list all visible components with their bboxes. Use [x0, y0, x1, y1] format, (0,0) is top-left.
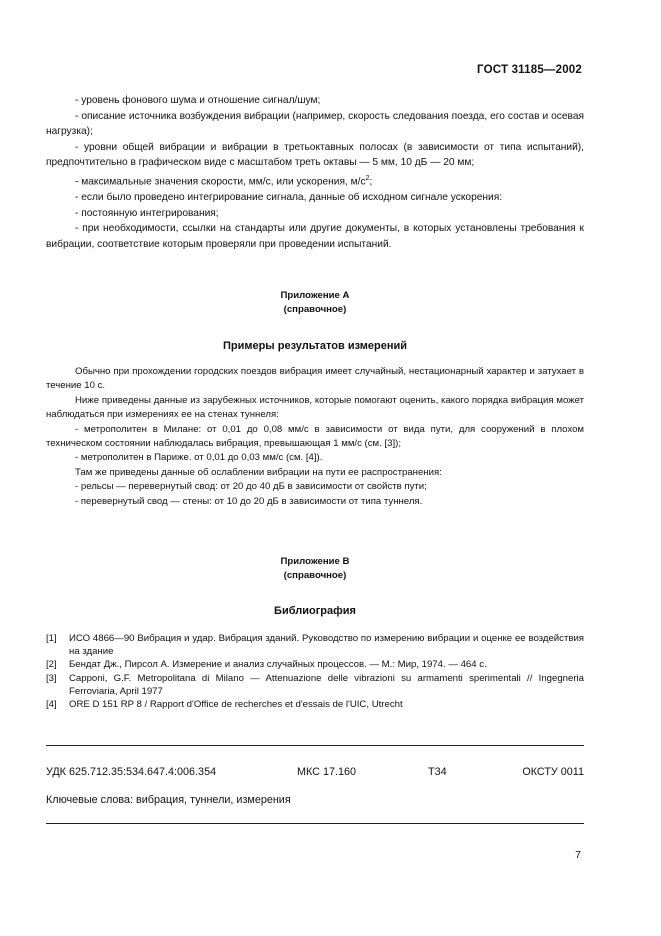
list-item: - уровень фонового шума и отношение сигнал/шум; — [75, 95, 321, 106]
divider — [46, 823, 584, 824]
divider — [46, 745, 584, 746]
appendix-a-title: Примеры результатов измерений — [222, 340, 408, 352]
list-item: - если было проведено интегрирование сигнала, данные об исходном сигнале ускорения: — [75, 191, 503, 203]
paragraph: Ниже приведены данные из зарубежных источников, которые помогают оценить, какого порядка вибрация может наблюдаться при измерениях ее на стенах туннеля: — [46, 394, 584, 421]
list-item: - метрополитен в Париже. от 0,01 до 0,03 мм/с (см. [4]). — [75, 452, 323, 464]
superscript: 2 — [365, 174, 370, 182]
report-requirements-list — [46, 93, 584, 252]
appendix-b-note: (справочное) — [283, 570, 347, 582]
list-item-text: - максимальные значения скорости, мм/с, или ускорения, м/с — [75, 176, 366, 188]
appendix-b-label: Приложение В — [280, 556, 350, 567]
list-item: - при необходимости, ссылки на стандарты или другие документы, в которых установлены требования к вибрации, соответствие которым проверяли при проведении испытаний. — [46, 223, 584, 250]
entry-number: [3] — [46, 672, 57, 684]
okstu-code: ОКСТУ 0011 — [522, 766, 584, 778]
bibliography-entry — [46, 698, 584, 711]
mks-code: МКС 17.160 — [297, 766, 356, 778]
list-item: - рельсы — перевернутый свод: от 20 до 40 дБ в зависимости от свойств пути; — [75, 481, 427, 493]
list-item: - постоянную интегрирования; — [75, 207, 219, 219]
appendix-a-body — [46, 365, 584, 509]
paragraph: Там же приведены данные об ослаблении вибрации на пути ее распространения: — [75, 466, 442, 478]
bibliography-entry — [46, 672, 584, 698]
appendix-a-note: (справочное) — [283, 304, 347, 316]
list-item: - описание источника возбуждения вибрации (например, скорость следования поезда, его состав и осевая нагрузка); — [46, 110, 584, 138]
entry-text: ORE D 151 RP 8 / Rapport d'Office de recherches et d'essais de l'UIC, Utrecht — [69, 699, 403, 711]
appendix-a-label: Приложение А — [280, 290, 350, 301]
bibliography-list — [46, 632, 584, 711]
entry-number: [4] — [46, 699, 57, 711]
list-item: - уровни общей вибрации и вибрации в третьоктавных полосах (в зависимости от типа испытаний), предпочтительно в графическом виде с масштабом треть октавы — 5 мм, 10 дБ — 20 мм; — [46, 141, 584, 169]
appendix-b-heading — [46, 555, 584, 584]
entry-number: [1] — [46, 633, 57, 644]
classification-row — [46, 766, 584, 778]
entry-text: ИСО 4866—90 Вибрация и удар. Вибрация зданий. Руководство по измерению вибрации и оценке ее воздействия на здание — [69, 633, 584, 658]
standard-code: ГОСТ 31185—2002 — [477, 64, 582, 76]
udk-code: УДК 625.712.35:534.647.4:006.354 — [46, 766, 217, 778]
paragraph: Обычно при прохождении городских поездов вибрация имеет случайный, нестационарный характер и затухает в течение 10 с. — [46, 366, 584, 392]
bibliography-entry — [46, 658, 584, 671]
list-item: - метрополитен в Милане: от 0,01 до 0,08 мм/с в зависимости от вида пути, для сооружений в плохом техническом состоянии наблюдалась вибрация, превышающая 1 мм/с (см. [3]); — [46, 423, 584, 450]
entry-text: Бендат Дж., Пирсол А. Измерение и анализ случайных процессов. — М.: Мир, 1974. — 464 с. — [69, 659, 487, 671]
entry-text: Capponi, G.F. Metropolitana di Milano — Attenuazione delle vibrazioni su armamenti sperimentali // Ingegneria Ferroviaria, April 1977 — [69, 672, 584, 697]
bibliography-title: Библиография — [274, 605, 356, 617]
keywords: Ключевые слова: вибрация, туннели, измерения — [46, 794, 291, 806]
list-item — [46, 171, 584, 190]
page-number: 7 — [575, 849, 581, 861]
t-code: Т34 — [428, 766, 447, 778]
bibliography-entry — [46, 632, 584, 658]
list-item-tail: ; — [369, 176, 373, 188]
entry-number: [2] — [46, 659, 57, 671]
appendix-a-heading — [46, 289, 584, 318]
list-item: - перевернутый свод — стены: от 10 до 20 дБ в зависимости от типа туннеля. — [75, 495, 423, 507]
